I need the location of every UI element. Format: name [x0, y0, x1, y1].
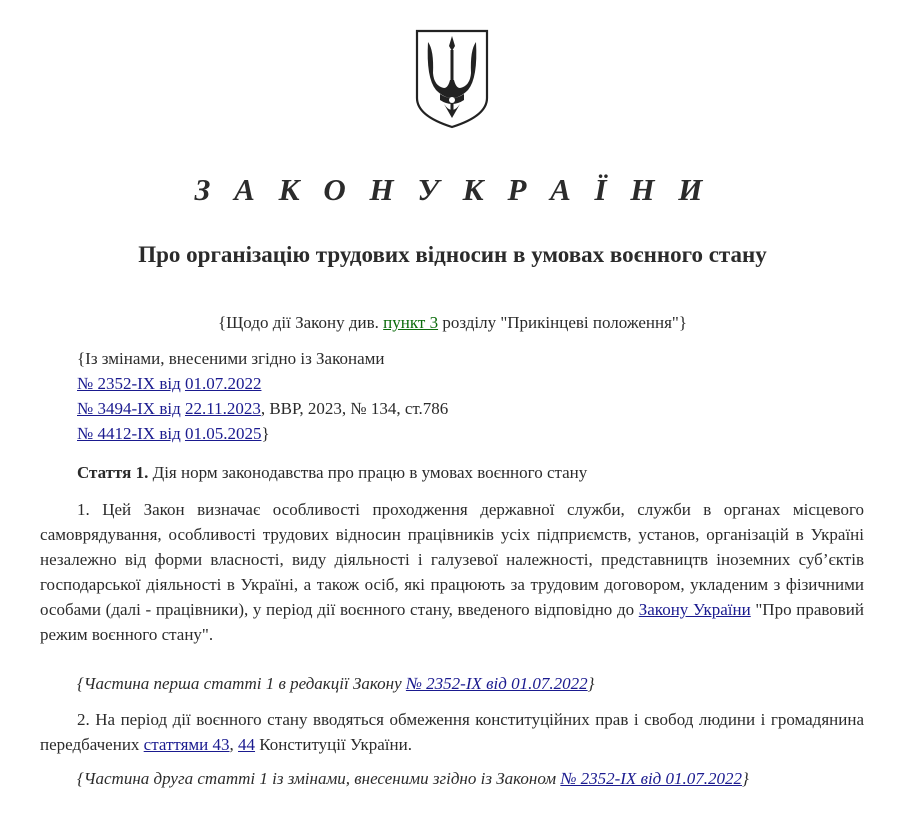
document-subtitle: Про організацію трудових відносин в умовах воєнного стану	[138, 242, 767, 267]
part-1-editorial-note: {Частина перша статті 1 в редакції Закону № 2352-IX від 01.07.2022}	[77, 674, 595, 693]
effect-note-prefix: {Щодо дії Закону див.	[218, 313, 384, 332]
part-1-tail: "Про правовий режим воєнного стану".	[40, 600, 864, 644]
part-2-text: 2. На період дії воєнного стану вводяться обмеження конституційних прав і свобод людини і громадянина передбачених	[40, 710, 864, 754]
law-reference-link[interactable]: Закону України	[638, 600, 751, 619]
amendment-line	[77, 371, 448, 396]
amendment-date-link[interactable]: 22.11.2023	[184, 399, 261, 418]
article-label: Стаття 1.	[77, 463, 149, 482]
amendment-law-link[interactable]: № 4412-IX від	[77, 424, 181, 443]
amendment-line	[77, 421, 448, 446]
article-part-1	[40, 497, 864, 647]
note-1-law-link[interactable]: № 2352-IX від 01.07.2022	[405, 674, 588, 693]
effect-note	[0, 313, 905, 333]
amendment-law-link[interactable]: № 3494-IX від	[77, 399, 181, 418]
amendment-close: }	[261, 424, 270, 443]
document-title: З А К О Н У К Р А Ї Н И	[194, 172, 711, 207]
amendment-law-link[interactable]: № 2352-IX від	[77, 374, 181, 393]
constitution-article-44-link[interactable]: 44	[238, 735, 256, 754]
note-2-law-link[interactable]: № 2352-IX від 01.07.2022	[560, 769, 743, 788]
article-part-2: 2. На період дії воєнного стану вводяться обмеження конституційних прав і свобод людини і громадянина передбачених статтями 43, 44 Конституції України.	[40, 710, 864, 754]
part-2-editorial-note: {Частина друга статті 1 із змінами, внесеними згідно із Законом № 2352-IX від 01.07.2022}	[77, 769, 749, 788]
constitution-article-43-link[interactable]: статтями 43	[143, 735, 230, 754]
effect-note-link[interactable]: пункт 3	[383, 313, 439, 332]
part-1-text: 1. Цей Закон визначає особливості проходження державної служби, служби в органах місцевого самоврядування, особливості трудових відносин працівників усіх підприємств, установ, організацій в Україні незалежно від форми власності, виду діяльності і галузевої належності, представництв іноземних суб’єктів господарської діяльності в Україні, а також осіб, які працюють за трудовим договором, укладеним з фізичними особами (далі - працівники), у період дії воєнного стану, введеного відповідно до	[40, 500, 864, 619]
article-heading	[77, 463, 587, 483]
amendments-block	[77, 346, 448, 446]
amendment-date-link[interactable]: 01.05.2025	[184, 424, 262, 443]
trident-emblem-icon	[414, 28, 490, 129]
part-2-tail: Конституції України.	[255, 735, 412, 754]
amendment-date-link[interactable]: 01.07.2022	[184, 374, 262, 393]
amendment-source: , ВВР, 2023, № 134, ст.786	[260, 399, 449, 418]
amendment-line	[77, 396, 448, 421]
article-title: Дія норм законодавства про працю в умовах воєнного стану	[148, 463, 588, 482]
amendments-intro: {Із змінами, внесеними згідно із Законами	[77, 349, 385, 368]
effect-note-suffix: розділу "Прикінцеві положення"}	[438, 313, 687, 332]
